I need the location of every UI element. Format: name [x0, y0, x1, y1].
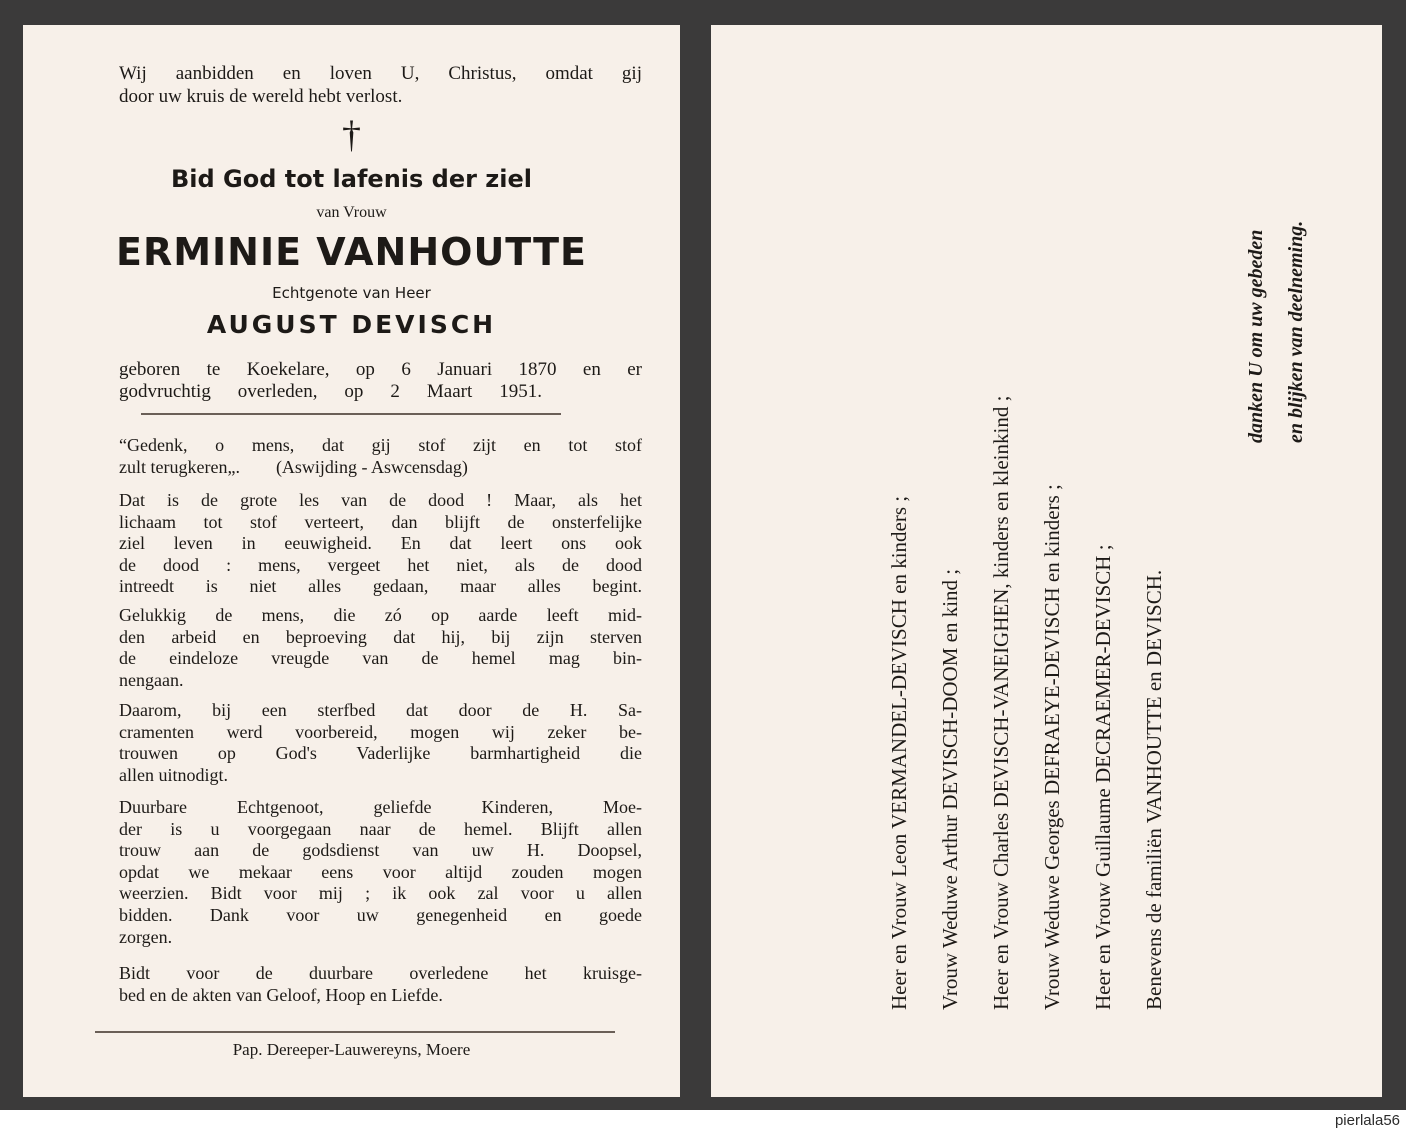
text-line: de dood : mens, vergeet het niet, als de dood [119, 554, 642, 575]
left-page [23, 25, 680, 1097]
text-line: Dat is de grote les van de dood ! Maar, als het [119, 490, 642, 510]
deceased-name: ERMINIE VANHOUTTE [116, 230, 587, 274]
thanks-line-2: en blijken van deelneming. [1285, 220, 1307, 443]
text-line: bed en de akten van Geloof, Hoop en Liefde. [119, 984, 443, 1005]
text-line: weerzien. Bidt voor mij ; ik ook zal voor u allen [119, 883, 642, 904]
text-line: de eindeloze vreugde van de hemel mag bin- [119, 648, 642, 669]
text-line: ziel leven in eeuwigheid. En dat leert ons ook [119, 533, 642, 554]
text-line: intreedt is niet alles gedaan, maar alles begint. [119, 576, 642, 597]
spouse-name: AUGUST DEVISCH [206, 310, 497, 339]
birth-line-2: godvruchtig overleden, op 2 Maart 1951. [119, 381, 542, 402]
spouse-label: Echtgenote van Heer [272, 284, 431, 302]
family-line-2: Vrouw Weduwe Arthur DEVISCH-DOOM en kind ; [938, 568, 962, 1010]
paragraph-blessed [119, 605, 642, 691]
van-vrouw-label: van Vrouw [316, 204, 387, 221]
watermark-text: pierlala56 [1334, 1112, 1400, 1129]
text-line: bidden. Dank voor uw genegenheid en goede [119, 904, 642, 925]
printer-credit: Pap. Dereeper-Lauwereyns, Moere [232, 1040, 471, 1059]
text-line: zorgen. [119, 926, 173, 947]
text-line: trouwen op God's Vaderlijke barmhartigheid die [119, 743, 642, 764]
text-line: der is u voorgegaan naar de hemel. Blijft allen [119, 818, 642, 839]
paragraph-ash-wednesday [119, 435, 642, 478]
bid-god-heading: Bid God tot lafenis der ziel [170, 165, 532, 193]
text-line: Duurbare Echtgenoot, geliefde Kinderen, Moe- [119, 797, 642, 817]
text-line: “Gedenk, o mens, dat gij stof zijt en tot stof [119, 435, 642, 455]
text-line: Bidt voor de duurbare overledene het kruisge- [119, 963, 642, 983]
thanks-line-1: danken U om uw gebeden [1245, 229, 1267, 443]
family-line-6: Benevens de familiën VANHOUTTE en DEVISCH. [1142, 569, 1166, 1010]
family-line-5: Heer en Vrouw Guillaume DECRAEMER-DEVISCH ; [1091, 544, 1115, 1010]
text-line: opdat we mekaar eens voor altijd zouden mogen [119, 861, 642, 882]
text-line: den arbeid en beproeving dat hij, bij zijn sterven [119, 626, 642, 647]
text-line: Gelukkig de mens, die zó op aarde leeft mid- [119, 605, 642, 625]
divider-bottom [95, 1031, 615, 1033]
prayer-line-1: Wij aanbidden en loven U, Christus, omdat gij [119, 63, 642, 84]
paragraph-sacraments [119, 700, 642, 786]
paragraph-prayer-request [119, 963, 642, 1006]
family-line-4: Vrouw Weduwe Georges DEFRAEYE-DEVISCH en kinders ; [1040, 484, 1064, 1010]
text-line: lichaam tot stof verteert, dan blijft de onsterfelijke [119, 511, 642, 532]
text-line: zult terugkeren„. (Aswijding - Aswcensdag) [119, 456, 468, 477]
text-line: trouw aan de godsdienst van uw H. Doopsel, [119, 840, 642, 861]
text-line: cramenten werd voorbereid, mogen wij zeker be- [119, 721, 642, 742]
text-line: allen uitnodigt. [119, 764, 228, 785]
right-page [711, 25, 1382, 1097]
family-line-1: Heer en Vrouw Leon VERMANDEL-DEVISCH en kinders ; [887, 495, 911, 1010]
birth-line-1: geboren te Koekelare, op 6 Januari 1870 en er [119, 359, 642, 380]
text-line: nengaan. [119, 669, 184, 690]
prayer-line-2: door uw kruis de wereld hebt verlost. [119, 86, 403, 107]
divider-top [141, 413, 561, 415]
family-line-3: Heer en Vrouw Charles DEVISCH-VANEIGHEN, kinders en kleinkind ; [989, 395, 1013, 1010]
cross-icon: † [342, 114, 361, 156]
paragraph-death-lesson [119, 490, 642, 598]
paragraph-farewell [119, 797, 642, 948]
text-line: Daarom, bij een sterfbed dat door de H. Sa- [119, 700, 642, 720]
